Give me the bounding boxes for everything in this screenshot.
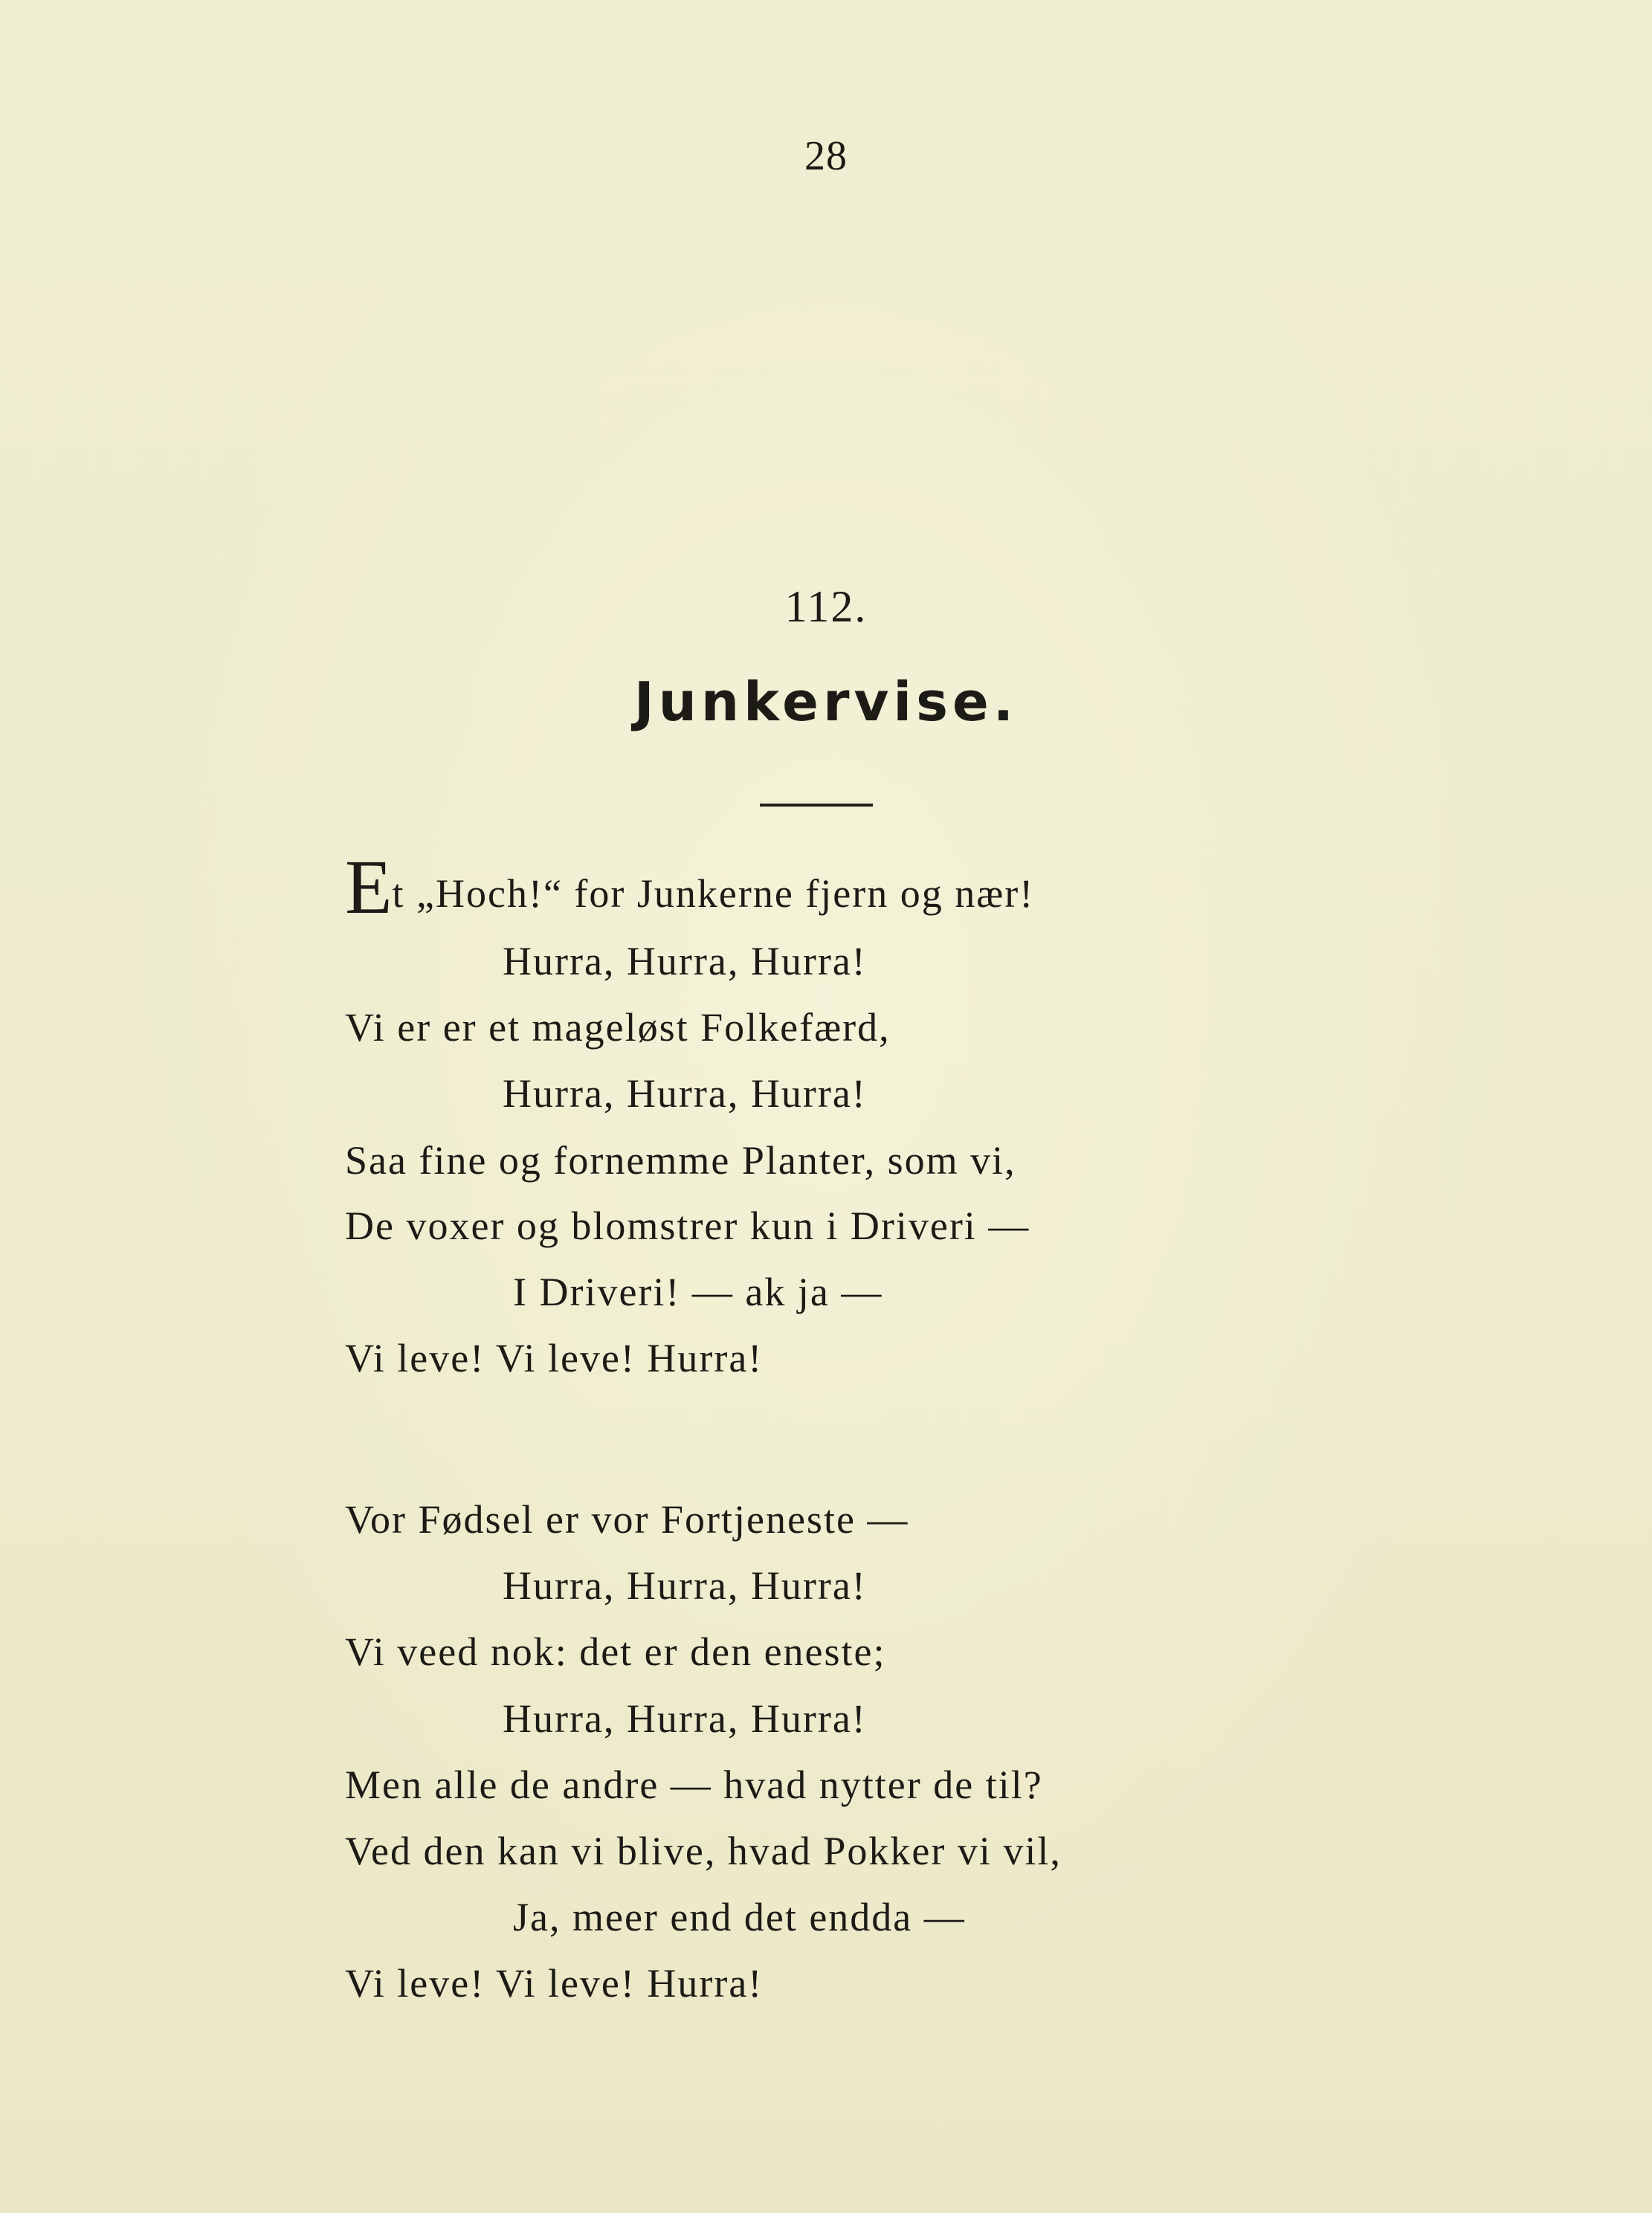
- verse-1-line-5: Saa fine og fornemme Planter, som vi,: [345, 1138, 1016, 1183]
- verse-2-line-7: Ja, meer end det endda —: [513, 1895, 966, 1939]
- verse-1-line-6: De voxer og blomstrer kun i Driveri —: [345, 1204, 1030, 1248]
- verse-2-line-4: Hurra, Hurra, Hurra!: [503, 1696, 867, 1741]
- verse-2-line-8: Vi leve! Vi leve! Hurra!: [345, 1961, 764, 2006]
- verse-1-line-1: [345, 844, 1035, 930]
- page-number: 28: [804, 133, 848, 179]
- song-title: Junkervise.: [633, 671, 1019, 733]
- verse-2-line-2: Hurra, Hurra, Hurra!: [503, 1563, 867, 1608]
- bleed-through-text: [327, 230, 1309, 855]
- title-divider: [760, 804, 873, 807]
- verse-1-line-3: Vi er er et mageløst Folkefærd,: [345, 1005, 891, 1050]
- verse-1-line-4: Hurra, Hurra, Hurra!: [503, 1071, 867, 1116]
- verse-2-line-1: Vor Fødsel er vor Fortjeneste —: [345, 1497, 909, 1542]
- verse-1-line-7: I Driveri! — ak ja —: [513, 1270, 883, 1314]
- dropcap-letter: E: [345, 844, 393, 930]
- song-number: 112.: [784, 582, 868, 631]
- dropcap-line-rest: t „Hoch!“ for Junkerne fjern og nær!: [392, 871, 1035, 916]
- verse-2-line-3: Vi veed nok: det er den eneste;: [345, 1629, 886, 1674]
- verse-2-line-6: Ved den kan vi blive, hvad Pokker vi vil,: [345, 1829, 1062, 1873]
- verse-1-line-8: Vi leve! Vi leve! Hurra!: [345, 1336, 764, 1380]
- verse-2-line-5: Men alle de andre — hvad nytter de til?: [345, 1763, 1043, 1807]
- verse-1-line-2: Hurra, Hurra, Hurra!: [503, 939, 867, 983]
